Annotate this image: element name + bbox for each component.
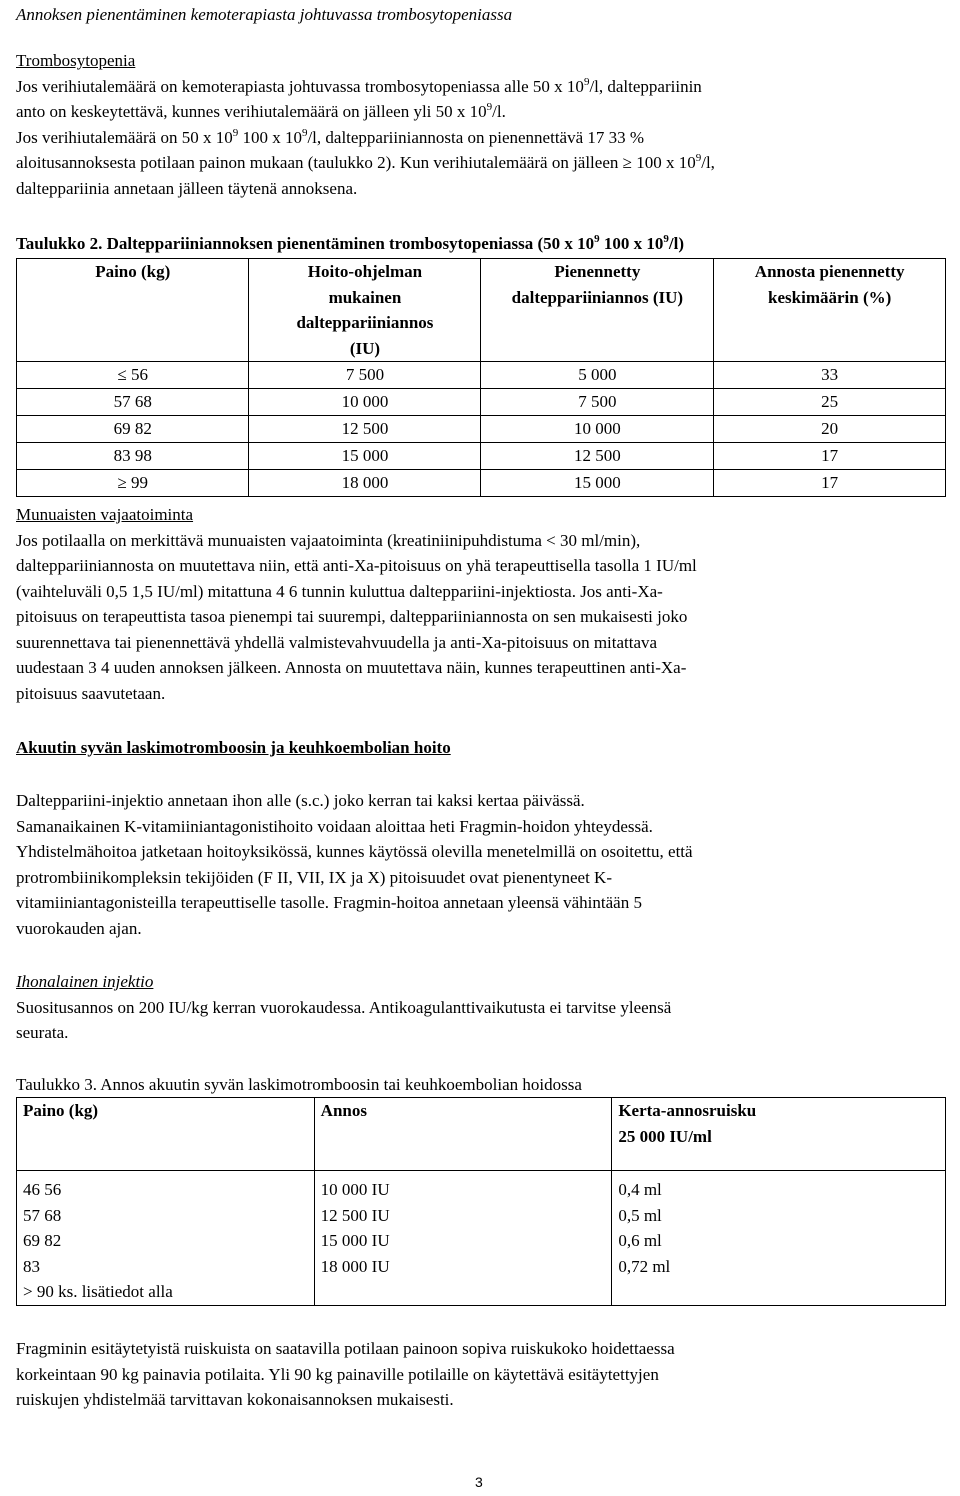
table-row bbox=[17, 389, 946, 416]
syringe-column bbox=[612, 1171, 946, 1306]
cell-value: 18 000 IU bbox=[320, 1256, 390, 1276]
page-number: 3 bbox=[475, 1474, 483, 1490]
paragraph-line: Yhdistelmähoitoa jatketaan hoitoyksikössä, kunnes käytössä olevilla menetelmillä on osoitettu, että bbox=[16, 842, 693, 861]
superscript: 9 bbox=[594, 233, 600, 245]
acute-dvt-paragraph bbox=[16, 788, 946, 941]
greater-equal-symbol: ≥ bbox=[117, 473, 127, 492]
cell-value: 0,4 ml bbox=[618, 1180, 662, 1199]
text-fragment: 100 x 10 bbox=[238, 127, 302, 147]
trombosytopenia-section bbox=[16, 48, 946, 201]
header-cell: Annosta pienennetty keskimäärin (%) bbox=[714, 259, 946, 362]
cell-value: 99 bbox=[131, 473, 149, 492]
caption-text: Dalteppariiniannoksen pienentäminen trombosytopeniassa (50 x 10 bbox=[102, 234, 595, 253]
dose-column bbox=[314, 1171, 612, 1306]
paragraph-line bbox=[16, 150, 946, 176]
paragraph-line: Samanaikainen K-vitamiiniantagonistihoito voidaan aloittaa heti Fragmin-hoidon yhteydessä. bbox=[16, 816, 653, 836]
table-cell: 20 bbox=[714, 416, 946, 443]
header-line: 25 000 IU/ml bbox=[618, 1126, 712, 1146]
paragraph-line: (vaihteluväli 0,5 1,5 IU/ml) mitattuna 4 6 tunnin kuluttua dalteppariini-injektiosta. Jos anti-Xa- bbox=[16, 581, 663, 601]
text-fragment: /l, dalteppariinin bbox=[589, 76, 702, 96]
weight-column bbox=[17, 1171, 315, 1306]
header-cell bbox=[612, 1098, 946, 1171]
cell-value: 83 bbox=[23, 1256, 40, 1276]
cell-value: 46 56 bbox=[23, 1180, 62, 1199]
text-fragment: 100 x 10 bbox=[631, 153, 696, 172]
paragraph-line: suurennettava tai pienennettävä yhdellä valmistevahvuudella ja anti-Xa-pitoisuus on mitattava bbox=[16, 632, 658, 652]
acute-dvt-section bbox=[16, 735, 946, 761]
text-fragment: /l, bbox=[701, 153, 715, 172]
paragraph-line: Fragminin esitäytetyistä ruiskuista on saatavilla potilaan painoon sopiva ruiskukoko hoidettaessa bbox=[16, 1339, 675, 1358]
cell-value: 15 000 IU bbox=[320, 1231, 390, 1250]
table-cell: 83 98 bbox=[17, 443, 249, 470]
table-cell: 10 000 bbox=[249, 389, 481, 416]
table-cell: 17 bbox=[714, 443, 946, 470]
acute-dose-table bbox=[16, 1097, 946, 1306]
table-header-row bbox=[17, 1098, 946, 1171]
superscript: 9 bbox=[486, 101, 493, 113]
cell-value: 10 000 IU bbox=[320, 1180, 390, 1199]
cell-value: 0,72 ml bbox=[618, 1256, 671, 1276]
paragraph-line: korkeintaan 90 kg painavia potilaita. Yli 90 kg painaville potilaille on käytettävä esitäytettyjen bbox=[16, 1364, 659, 1384]
cell-value: 0,6 ml bbox=[618, 1231, 662, 1250]
paragraph-line: pitoisuus on terapeuttista tasoa pienempi tai suurempi, dalteppariiniannosta on sen mukaisesti joko bbox=[16, 607, 688, 626]
paragraph-line: Jos potilaalla on merkittävä munuaisten vajaatoiminta (kreatiniinipuhdistuma < 30 ml/min), bbox=[16, 530, 641, 550]
table-cell: 10 000 bbox=[481, 416, 714, 443]
table-row bbox=[17, 1171, 946, 1306]
table-row bbox=[17, 470, 946, 497]
table-cell: 7 500 bbox=[249, 362, 481, 389]
text-fragment: aloitusannoksesta potilaan painon mukaan (taulukko 2). Kun verihiutalemäärä on jälleen bbox=[16, 153, 619, 172]
text-fragment: /l, dalteppariiniannosta on pienennettävä 17 33 % bbox=[307, 127, 645, 147]
table-cell bbox=[17, 362, 249, 389]
cell-value: 0,5 ml bbox=[618, 1205, 662, 1225]
paragraph-line: pitoisuus saavutetaan. bbox=[16, 683, 166, 703]
header-line: Kerta-annosruisku bbox=[618, 1101, 757, 1120]
table-cell: 12 500 bbox=[249, 416, 481, 443]
paragraph-line: vuorokauden ajan. bbox=[16, 918, 142, 938]
table2-caption bbox=[16, 231, 946, 257]
section-title: Annoksen pienentäminen kemoterapiasta johtuvassa trombosytopeniassa bbox=[16, 5, 513, 24]
text-fragment: anto on keskeytettävä, kunnes verihiutalemäärä on jälleen yli 50 x 10 bbox=[16, 102, 487, 121]
paragraph-line: vitamiiniantagonisteilla terapeuttiselle tasolle. Fragmin-hoitoa annetaan yleensä vähintään 5 bbox=[16, 893, 642, 912]
table-cell: 5 000 bbox=[481, 362, 714, 389]
table-cell: 69 82 bbox=[17, 416, 249, 443]
paragraph-line: uudestaan 3 4 uuden annoksen jälkeen. Annosta on muutettava näin, kunnes terapeuttinen anti-Xa- bbox=[16, 658, 687, 677]
cell-value: 57 68 bbox=[23, 1205, 62, 1225]
header-cell: Hoito-ohjelman mukainen dalteppariiniannos (IU) bbox=[249, 259, 481, 362]
cell-value: 69 82 bbox=[23, 1231, 62, 1250]
text-fragment: Jos verihiutalemäärä on kemoterapiasta johtuvassa trombosytopeniassa alle 50 x 10 bbox=[16, 76, 584, 96]
table-cell bbox=[17, 470, 249, 497]
renal-section bbox=[16, 502, 946, 706]
paragraph-line: protrombiinikompleksin tekijöiden (F II, VII, IX ja X) pitoisuudet ovat pienentyneet K- bbox=[16, 867, 612, 887]
renal-heading: Munuaisten vajaatoiminta bbox=[16, 505, 194, 524]
caption-text: 100 x 10 bbox=[599, 234, 664, 253]
paragraph-line: dalteppariiniannosta on muutettava niin, että anti-Xa-pitoisuus on yhä terapeuttisella tasolla 1 IU/ml bbox=[16, 556, 697, 575]
header-cell: Paino (kg) bbox=[17, 259, 249, 362]
table3-caption: Taulukko 3. Annos akuutin syvän laskimotromboosin tai keuhkoembolian hoidossa bbox=[16, 1075, 582, 1094]
cell-value: 56 bbox=[131, 365, 149, 384]
superscript: 9 bbox=[583, 75, 590, 88]
text-fragment: /l. bbox=[492, 102, 506, 121]
table-cell: 25 bbox=[714, 389, 946, 416]
cell-value: > 90 ks. lisätiedot alla bbox=[23, 1282, 173, 1301]
dose-reduction-table bbox=[16, 258, 946, 497]
table-cell: 57 68 bbox=[17, 389, 249, 416]
header-cell: Annos bbox=[314, 1098, 612, 1171]
superscript: 9 bbox=[663, 233, 669, 245]
paragraph-line bbox=[16, 74, 946, 100]
greater-equal-symbol: ≥ bbox=[622, 153, 632, 172]
subcutaneous-heading: Ihonalainen injektio bbox=[16, 972, 154, 991]
table-cell: 12 500 bbox=[481, 443, 714, 470]
caption-prefix: Taulukko 2. bbox=[16, 234, 103, 253]
subcutaneous-section bbox=[16, 969, 946, 1046]
cell-value: 12 500 IU bbox=[320, 1205, 390, 1225]
paragraph-line: ruiskujen yhdistelmää tarvittavan kokonaisannoksen mukaisesti. bbox=[16, 1390, 454, 1409]
table-header-row bbox=[17, 259, 946, 362]
superscript: 9 bbox=[301, 126, 308, 139]
table-cell: 33 bbox=[714, 362, 946, 389]
table-cell: 18 000 bbox=[249, 470, 481, 497]
table-row bbox=[17, 362, 946, 389]
table-cell: 7 500 bbox=[481, 389, 714, 416]
closing-paragraph bbox=[16, 1336, 946, 1413]
paragraph-line bbox=[16, 99, 946, 125]
trombosytopenia-heading: Trombosytopenia bbox=[16, 51, 136, 70]
paragraph-line: dalteppariinia annetaan jälleen täytenä annoksena. bbox=[16, 178, 358, 198]
table-cell: 15 000 bbox=[481, 470, 714, 497]
header-cell: Pienennetty dalteppariiniannos (IU) bbox=[481, 259, 714, 362]
table-cell: 15 000 bbox=[249, 443, 481, 470]
table-row bbox=[17, 416, 946, 443]
superscript: 9 bbox=[695, 152, 702, 164]
header-cell: Paino (kg) bbox=[17, 1098, 315, 1171]
superscript: 9 bbox=[232, 126, 239, 139]
acute-dvt-heading: Akuutin syvän laskimotromboosin ja keuhkoembolian hoito bbox=[16, 738, 451, 757]
table-row bbox=[17, 443, 946, 470]
paragraph-line: Dalteppariini-injektio annetaan ihon alle (s.c.) joko kerran tai kaksi kertaa päivässä. bbox=[16, 791, 585, 810]
caption-text: /l) bbox=[668, 234, 684, 253]
text-fragment: Jos verihiutalemäärä on 50 x 10 bbox=[16, 127, 233, 147]
paragraph-line: seurata. bbox=[16, 1023, 69, 1042]
paragraph-line: Suositusannos on 200 IU/kg kerran vuorokaudessa. Antikoagulanttivaikutusta ei tarvitse yleensä bbox=[16, 997, 672, 1017]
less-equal-symbol: ≤ bbox=[117, 365, 127, 384]
table-cell: 17 bbox=[714, 470, 946, 497]
paragraph-line bbox=[16, 125, 946, 151]
